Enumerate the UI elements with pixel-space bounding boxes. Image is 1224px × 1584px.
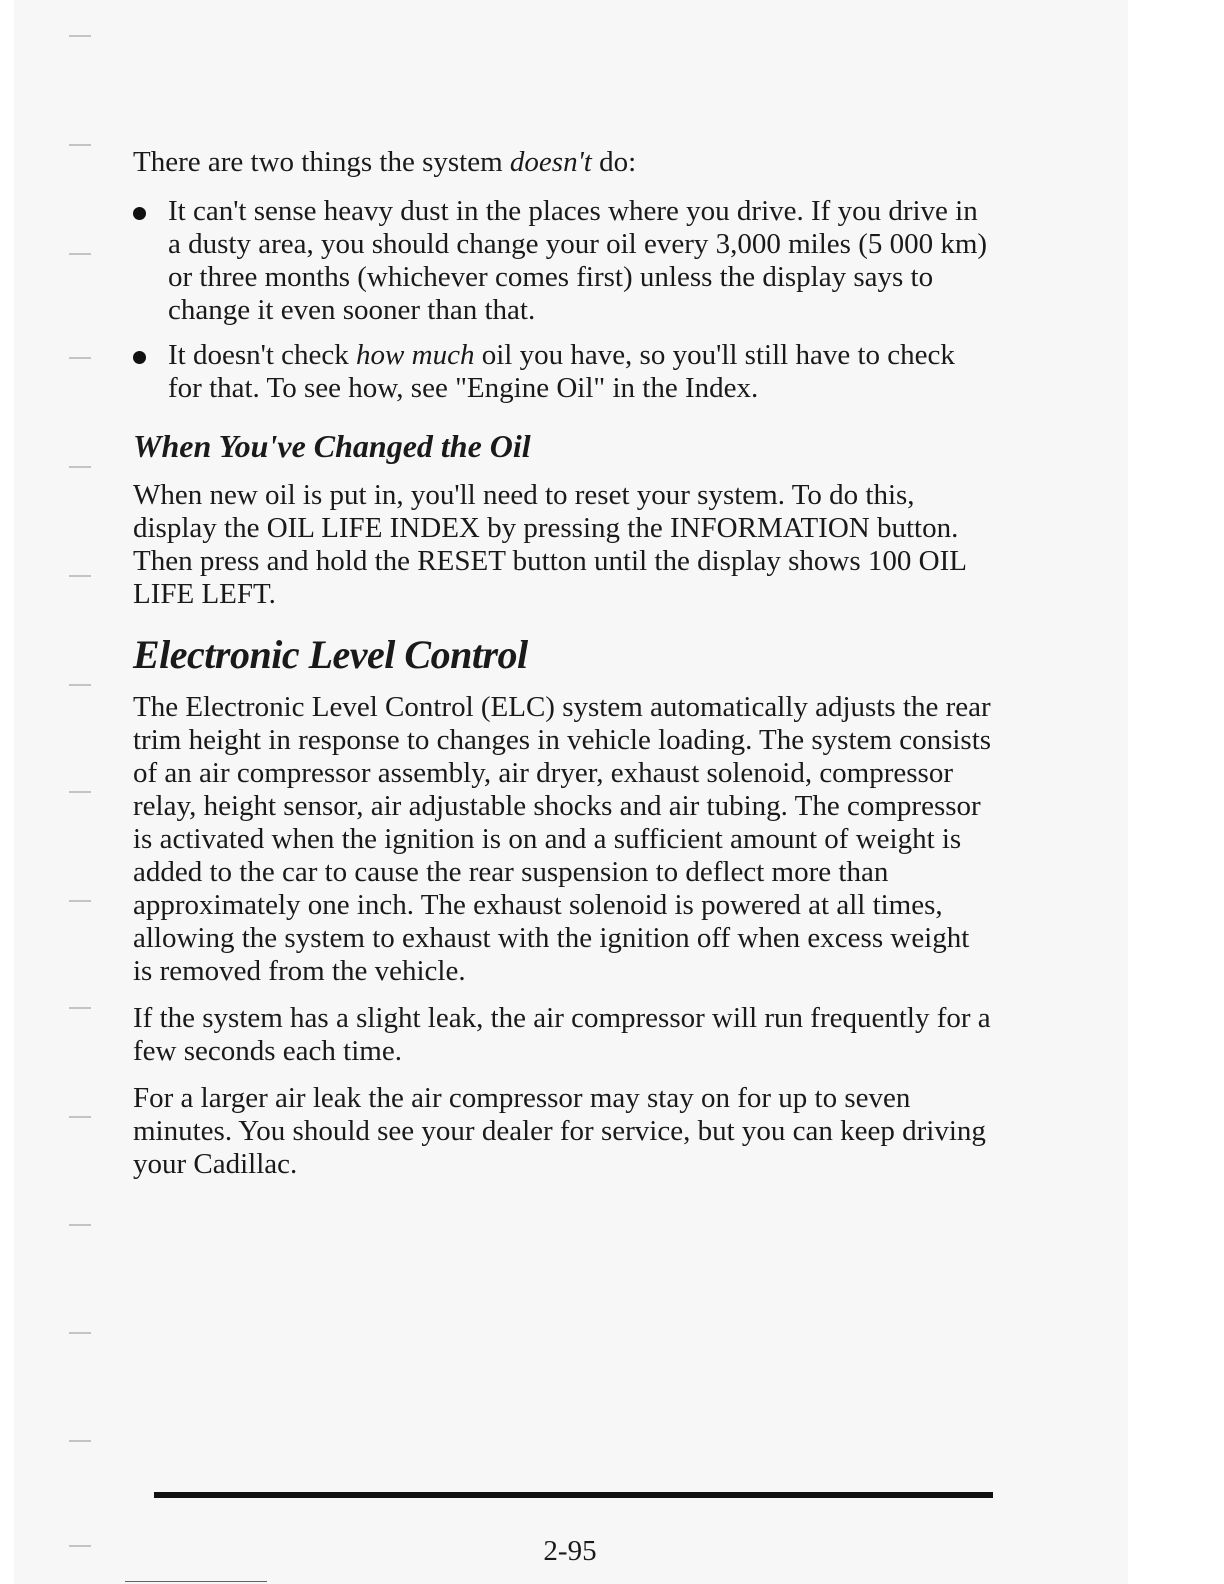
margin-tick (69, 466, 91, 468)
oil-changed-heading: When You've Changed the Oil (133, 428, 531, 464)
margin-tick (69, 253, 91, 255)
list-item: It doesn't check how much oil you have, so you'll still have to check for that. To see how, see "Engine Oil" in the Index. (133, 339, 993, 405)
margin-tick (69, 791, 91, 793)
margin-tick (69, 575, 91, 577)
elc-paragraph: The Electronic Level Control (ELC) system automatically adjusts the rear trim height in response to changes in vehicle loading. The system consists of an air compressor assembly, air dryer, exhaust solenoid, compressor relay, height sensor, air adjustable shocks and air tubing. The compressor is activated when the ignition is on and a sufficient amount of weight is added to the car to cause the rear suspension to deflect more than approximately one inch. The exhaust solenoid is powered at all times, allowing the system to exhaust with the ignition off when excess weight is removed from the vehicle. (133, 691, 992, 987)
page-content (133, 146, 993, 1195)
intro-emphasis: doesn't (509, 146, 592, 178)
link-underline (125, 1581, 267, 1582)
intro-sentence: There are two things the system doesn't do: (133, 146, 637, 178)
margin-tick (69, 357, 91, 359)
margin-tick (69, 1007, 91, 1009)
margin-tick (69, 1440, 91, 1442)
elc-paragraph: For a larger air leak the air compressor may stay on for up to seven minutes. You should see your dealer for service, but you can keep driving your Cadillac. (133, 1082, 986, 1180)
margin-tick (69, 684, 91, 686)
margin-tick (69, 1116, 91, 1118)
margin-tick (69, 35, 91, 37)
margin-tick (69, 144, 91, 146)
limitations-list (133, 195, 993, 405)
margin-tick (69, 900, 91, 902)
page-number: 2-95 (543, 1535, 597, 1567)
margin-tick (69, 1332, 91, 1334)
footer-rule (154, 1492, 993, 1498)
oil-changed-body: When new oil is put in, you'll need to reset your system. To do this, display the OIL LIFE INDEX by pressing the INFORMATION button. Then press and hold the RESET button until the display shows 100 OIL LIFE LEFT. (133, 479, 966, 610)
bullet-emphasis: how much (356, 339, 475, 371)
list-item: It can't sense heavy dust in the places where you drive. If you drive in a dusty area, you should change your oil every 3,000 miles (5 000 km) or three months (whichever comes first) unless the display says to change it even sooner than that. (133, 195, 993, 327)
elc-paragraph: If the system has a slight leak, the air compressor will run frequently for a few seconds each time. (133, 1002, 991, 1067)
elc-heading: Electronic Level Control (133, 632, 528, 677)
margin-tick (69, 1224, 91, 1226)
